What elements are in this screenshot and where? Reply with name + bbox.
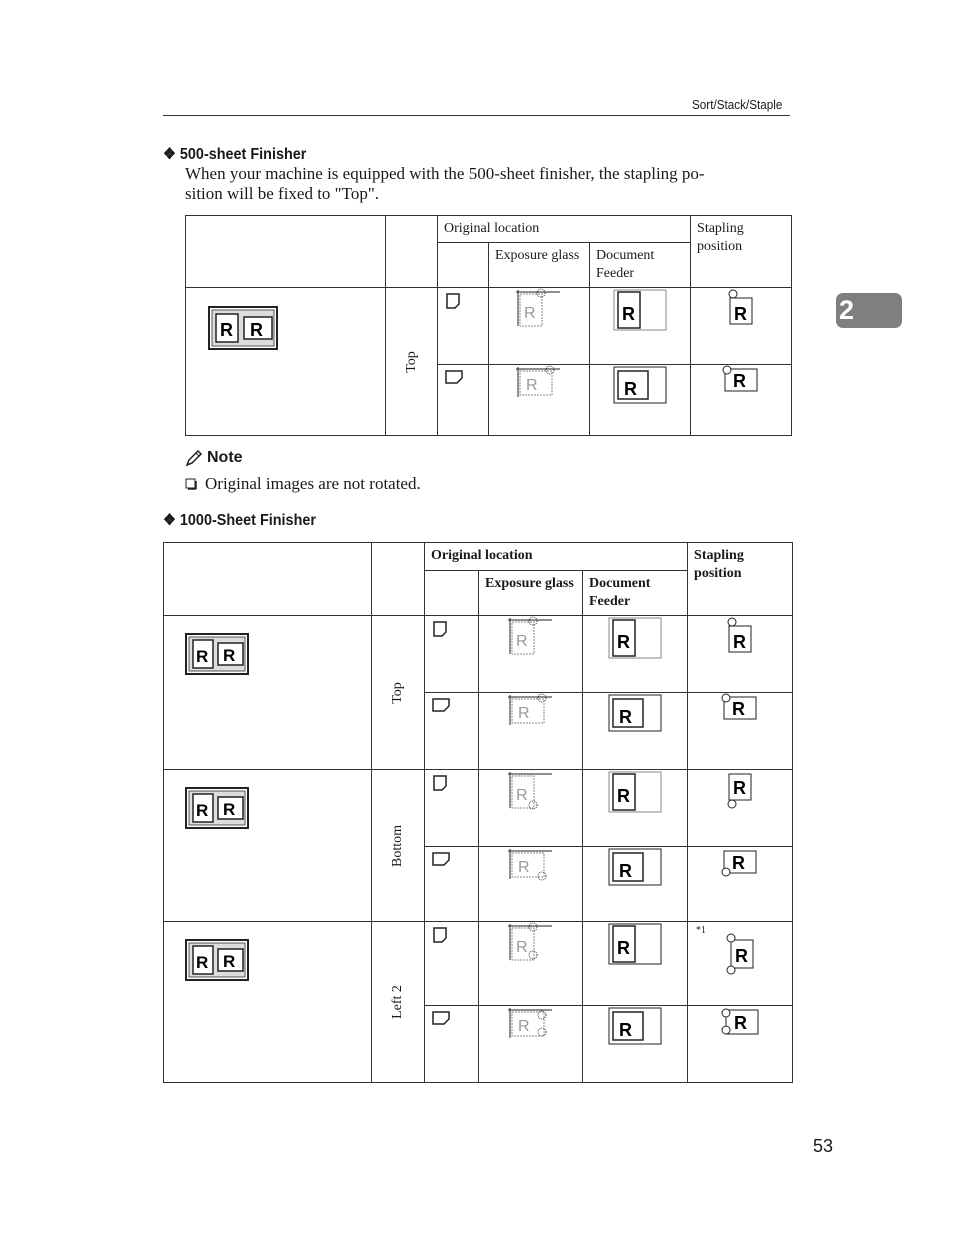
- svg-text:R: R: [619, 861, 633, 881]
- svg-text:R: R: [619, 707, 633, 727]
- svg-text:R: R: [517, 1018, 530, 1035]
- svg-text:R: R: [196, 953, 209, 972]
- note-title: Note: [207, 449, 243, 466]
- position-cell: [372, 922, 425, 1083]
- stapling-cell: [688, 847, 793, 922]
- page-number: 53: [813, 1136, 834, 1156]
- exposure-glass-cell: [479, 922, 583, 1006]
- blank-header-cell: [425, 571, 479, 616]
- svg-text:R: R: [733, 371, 747, 391]
- exposure-glass-cell: [479, 847, 583, 922]
- exposure-glass-cell: [479, 770, 583, 847]
- chapter-tab: 2: [836, 293, 902, 328]
- svg-text:R: R: [624, 379, 638, 399]
- document-feeder-cell: [590, 365, 691, 436]
- staple-top-portrait-icon: [726, 288, 756, 328]
- section-title-500: [163, 144, 306, 164]
- original-location-header: Original location: [425, 543, 688, 571]
- staple-top-landscape-icon: [721, 365, 761, 395]
- note-heading: [185, 449, 243, 467]
- running-header: Sort/Stack/Staple: [692, 97, 783, 112]
- svg-text:R: R: [622, 304, 636, 324]
- footnote-marker: *1: [696, 925, 707, 936]
- position-cell: [372, 616, 425, 770]
- finisher-display-icon: [185, 939, 249, 981]
- svg-text:R: R: [250, 320, 263, 340]
- portrait-orientation-icon: [433, 621, 447, 637]
- svg-text:R: R: [735, 946, 749, 966]
- orientation-cell: [425, 1006, 479, 1083]
- svg-text:R: R: [732, 853, 746, 873]
- glass-portrait-icon: [514, 288, 564, 328]
- exposure-glass-cell: [489, 365, 590, 436]
- display-icon-cell: [164, 616, 372, 770]
- svg-text:R: R: [223, 800, 236, 819]
- feeder-landscape-icon: [607, 847, 663, 887]
- svg-text:R: R: [196, 647, 209, 666]
- svg-text:R: R: [223, 646, 236, 665]
- staple-top-portrait-icon: [725, 616, 755, 656]
- orientation-cell: [425, 847, 479, 922]
- blank-header-cell: [164, 543, 372, 616]
- document-feeder-cell: [583, 922, 688, 1006]
- svg-text:R: R: [734, 1013, 748, 1033]
- display-icon-cell: [164, 770, 372, 922]
- svg-text:R: R: [196, 801, 209, 820]
- glass-portrait-left2-icon: [506, 922, 556, 962]
- portrait-orientation-icon: [433, 927, 447, 943]
- feeder-portrait-icon: [612, 288, 668, 332]
- exposure-glass-header: Exposure glass: [489, 243, 590, 288]
- document-feeder-cell: [583, 693, 688, 770]
- landscape-orientation-icon: [445, 370, 463, 384]
- orientation-cell: [438, 288, 489, 365]
- document-feeder-cell: [590, 288, 691, 365]
- staple-top-landscape-icon: [720, 693, 760, 723]
- finisher-display-icon: [208, 306, 278, 350]
- svg-text:R: R: [526, 377, 538, 394]
- svg-text:R: R: [220, 320, 233, 340]
- portrait-orientation-icon: [433, 775, 447, 791]
- landscape-orientation-icon: [432, 1011, 450, 1025]
- portrait-orientation-icon: [446, 293, 460, 309]
- stapling-cell: [688, 770, 793, 847]
- header-rule: [163, 115, 790, 116]
- feeder-portrait-icon: [607, 770, 663, 814]
- glass-landscape-icon: [506, 693, 556, 727]
- feeder-portrait-icon: [607, 922, 663, 966]
- svg-text:R: R: [515, 633, 528, 650]
- stapling-cell: [688, 616, 793, 693]
- stapling-cell: [688, 693, 793, 770]
- orientation-cell: [425, 770, 479, 847]
- document-feeder-header: Document Feeder: [590, 243, 691, 288]
- orientation-cell: [425, 616, 479, 693]
- feeder-landscape-icon: [607, 1006, 663, 1046]
- blank-header-cell: [386, 216, 438, 288]
- section-title-1000: [163, 510, 316, 530]
- staple-bottom-landscape-icon: [720, 847, 760, 877]
- svg-text:R: R: [617, 938, 631, 958]
- position-label: Top: [403, 350, 419, 373]
- position-label: Left 2: [390, 985, 405, 1019]
- svg-text:R: R: [619, 1020, 633, 1040]
- landscape-orientation-icon: [432, 698, 450, 712]
- feeder-landscape-icon: [607, 693, 663, 733]
- original-location-header: Original location: [438, 216, 691, 243]
- stapling-position-header: Stapling position: [691, 216, 792, 288]
- svg-text:R: R: [515, 939, 528, 956]
- section-title-text: 1000-Sheet Finisher: [179, 512, 316, 529]
- staple-bottom-portrait-icon: [725, 770, 755, 810]
- svg-text:R: R: [733, 778, 747, 798]
- exposure-glass-cell: [489, 288, 590, 365]
- pencil-icon: [185, 449, 203, 467]
- section-description: When your machine is equipped with the 500-sheet finisher, the stapling po- sition will be fixed to "Top".: [185, 164, 705, 203]
- blank-header-cell: [186, 216, 386, 288]
- svg-text:R: R: [617, 632, 631, 652]
- svg-text:R: R: [617, 786, 631, 806]
- svg-text:R: R: [733, 632, 747, 652]
- landscape-orientation-icon: [432, 852, 450, 866]
- orientation-cell: [425, 922, 479, 1006]
- staple-left2-landscape-icon: [720, 1006, 760, 1040]
- stapling-cell: [688, 922, 793, 1006]
- glass-landscape-bottom-icon: [506, 847, 556, 881]
- document-feeder-cell: [583, 1006, 688, 1083]
- stapling-cell: [691, 288, 792, 365]
- svg-text:R: R: [517, 705, 530, 722]
- note-item: [185, 474, 421, 494]
- note-item-text: Original images are not rotated.: [205, 474, 421, 493]
- exposure-glass-cell: [479, 1006, 583, 1083]
- position-label: Bottom: [390, 824, 405, 867]
- position-cell: [386, 288, 438, 436]
- feeder-portrait-icon: [607, 616, 663, 660]
- svg-text:R: R: [515, 787, 528, 804]
- finisher-display-icon: [185, 787, 249, 829]
- stapling-cell: [691, 365, 792, 436]
- position-label: Top: [390, 681, 405, 704]
- svg-text:R: R: [524, 305, 536, 322]
- document-feeder-cell: [583, 616, 688, 693]
- svg-text:R: R: [223, 952, 236, 971]
- document-feeder-cell: [583, 847, 688, 922]
- position-cell: [372, 770, 425, 922]
- stapling-cell: [688, 1006, 793, 1083]
- svg-text:R: R: [734, 304, 748, 324]
- orientation-cell: [438, 365, 489, 436]
- stapling-position-header: Stapling position: [688, 543, 793, 616]
- document-feeder-header: Document Feeder: [583, 571, 688, 616]
- glass-portrait-bottom-icon: [506, 770, 556, 810]
- finisher-display-icon: [185, 633, 249, 675]
- exposure-glass-cell: [479, 616, 583, 693]
- staple-left2-portrait-icon: [725, 932, 755, 976]
- blank-header-cell: [438, 243, 489, 288]
- glass-portrait-icon: [506, 616, 556, 656]
- finisher-500-table: [185, 215, 792, 436]
- section-title-text: 500-sheet Finisher: [179, 146, 307, 163]
- diamond-bullet-icon: ❖: [163, 146, 176, 163]
- glass-landscape-icon: [514, 365, 564, 399]
- exposure-glass-header: Exposure glass: [479, 571, 583, 616]
- display-icon-cell: [164, 922, 372, 1083]
- checkbox-bullet-icon: [185, 478, 197, 490]
- blank-header-cell: [372, 543, 425, 616]
- orientation-cell: [425, 693, 479, 770]
- glass-landscape-left2-icon: [506, 1006, 556, 1040]
- svg-text:R: R: [732, 699, 746, 719]
- diamond-bullet-icon: ❖: [163, 512, 176, 529]
- svg-text:R: R: [517, 859, 530, 876]
- document-feeder-cell: [583, 770, 688, 847]
- feeder-landscape-icon: [612, 365, 668, 405]
- display-icon-cell: [186, 288, 386, 436]
- exposure-glass-cell: [479, 693, 583, 770]
- finisher-1000-table: [163, 542, 793, 1083]
